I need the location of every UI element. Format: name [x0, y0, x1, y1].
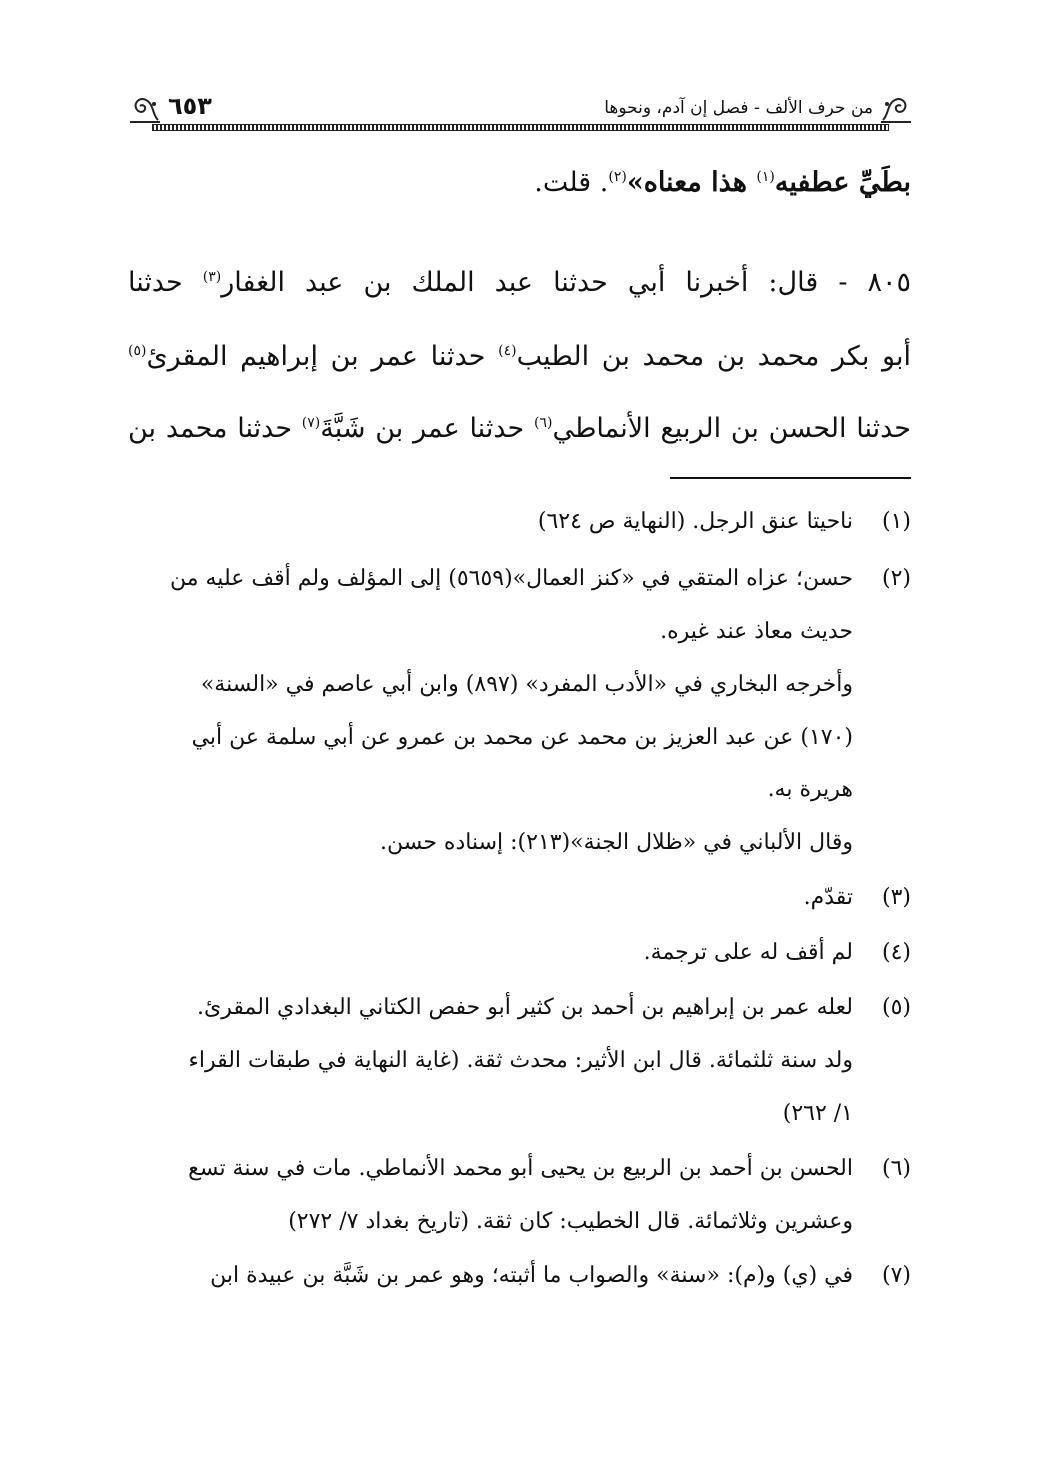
- footnote-number: (١): [881, 509, 911, 534]
- footnote-text: لم أقف له على ترجمة.: [643, 940, 853, 965]
- running-header: [128, 92, 913, 128]
- header-title: من حرف الألف - فصل إن آدم، ونحوها: [604, 98, 873, 118]
- footnote-separator: [670, 477, 911, 479]
- footnote-text: ولد سنة ثلثمائة. قال ابن الأثير: محدث ثقة. (غاية النهاية في طبقات القراء: [188, 1048, 853, 1073]
- footnote-text: في (ي) و(م): «سنة» والصواب ما أثبته؛ وهو عمر بن شَبَّة بن عبيدة ابن: [210, 1263, 853, 1288]
- footnote-text: الحسن بن أحمد بن الربيع بن يحيى أبو محمد الأنماطي. مات في سنة تسع: [188, 1156, 853, 1181]
- footnote-text: حسن؛ عزاه المتقي في «كنز العمال»(٥٦٥٩) إلى المؤلف ولم أقف عليه من: [169, 566, 853, 591]
- footnote-text: هريرة به.: [767, 777, 853, 802]
- footnote-text: حديث معاذ عند غيره.: [660, 619, 853, 644]
- footnote-text: ناحيتا عنق الرجل. (النهاية ص ٦٢٤): [537, 509, 853, 534]
- page-number: ٦٥٣: [168, 92, 212, 120]
- footnote-number: (٧): [881, 1263, 911, 1288]
- ornament-right-icon: [879, 94, 913, 124]
- footnote-number: (٤): [881, 940, 911, 965]
- text-run: . قلت.: [534, 167, 609, 198]
- text-run: حدثنا عمر بن شَبَّةَ: [320, 413, 534, 444]
- footnote-ref[interactable]: (٥): [128, 343, 147, 359]
- footnote-text: ١/ ٢٦٢): [782, 1101, 853, 1126]
- text-run: بطَيِّ عطفيه: [774, 167, 911, 198]
- footnote-number: (٥): [881, 995, 911, 1020]
- footnote-text: وقال الألباني في «ظلال الجنة»(٢١٣): إسناده حسن.: [379, 830, 853, 855]
- footnote-number: (٢): [881, 566, 911, 591]
- text-run: هذا معناه»: [626, 167, 757, 198]
- footnote-text: وعشرين وثلاثمائة. قال الخطيب: كان ثقة. (تاريخ بغداد ٧/ ٢٧٢): [288, 1209, 853, 1234]
- text-run: حدثنا محمد بن: [128, 413, 302, 444]
- footnote-ref[interactable]: (٧): [301, 415, 321, 431]
- text-run: حدثنا الحسن بن الربيع الأنماطي: [552, 413, 911, 444]
- footnote-ref[interactable]: (٢): [608, 169, 627, 185]
- footnote-ref[interactable]: (٦): [533, 415, 553, 431]
- text-run: أبو بكر محمد بن محمد بن الطيب: [516, 341, 911, 372]
- text-run: حدثنا: [128, 267, 203, 298]
- footnote-text: (١٧٠) عن عبد العزيز بن محمد عن محمد بن عمرو عن أبي سلمة عن أبي: [191, 725, 853, 750]
- body-line-2: [128, 260, 911, 300]
- footnote-ref[interactable]: (٣): [202, 269, 222, 285]
- body-line-1: [128, 160, 911, 200]
- footnote-number: (٦): [881, 1156, 911, 1181]
- footnote-text: تقدّم.: [803, 885, 853, 910]
- footnote-text: لعله عمر بن إبراهيم بن أحمد بن كثير أبو حفص الكتاني البغدادي المقرئ.: [197, 995, 853, 1020]
- footnote-ref[interactable]: (٤): [498, 343, 517, 359]
- header-rule: [152, 124, 889, 131]
- body-line-3: [128, 334, 911, 374]
- ornament-left-icon: [128, 94, 162, 124]
- footnote-text: وأخرجه البخاري في «الأدب المفرد» (٨٩٧) وابن أبي عاصم في «السنة»: [200, 672, 853, 697]
- body-line-4: [128, 406, 911, 446]
- footnote-number: (٣): [881, 885, 911, 910]
- footnote-ref[interactable]: (١): [756, 169, 775, 185]
- text-run: ٨٠٥ - قال: أخبرنا أبي حدثنا عبد الملك بن عبد الغفار: [221, 267, 911, 298]
- text-run: حدثنا عمر بن إبراهيم المقرئ: [146, 341, 499, 372]
